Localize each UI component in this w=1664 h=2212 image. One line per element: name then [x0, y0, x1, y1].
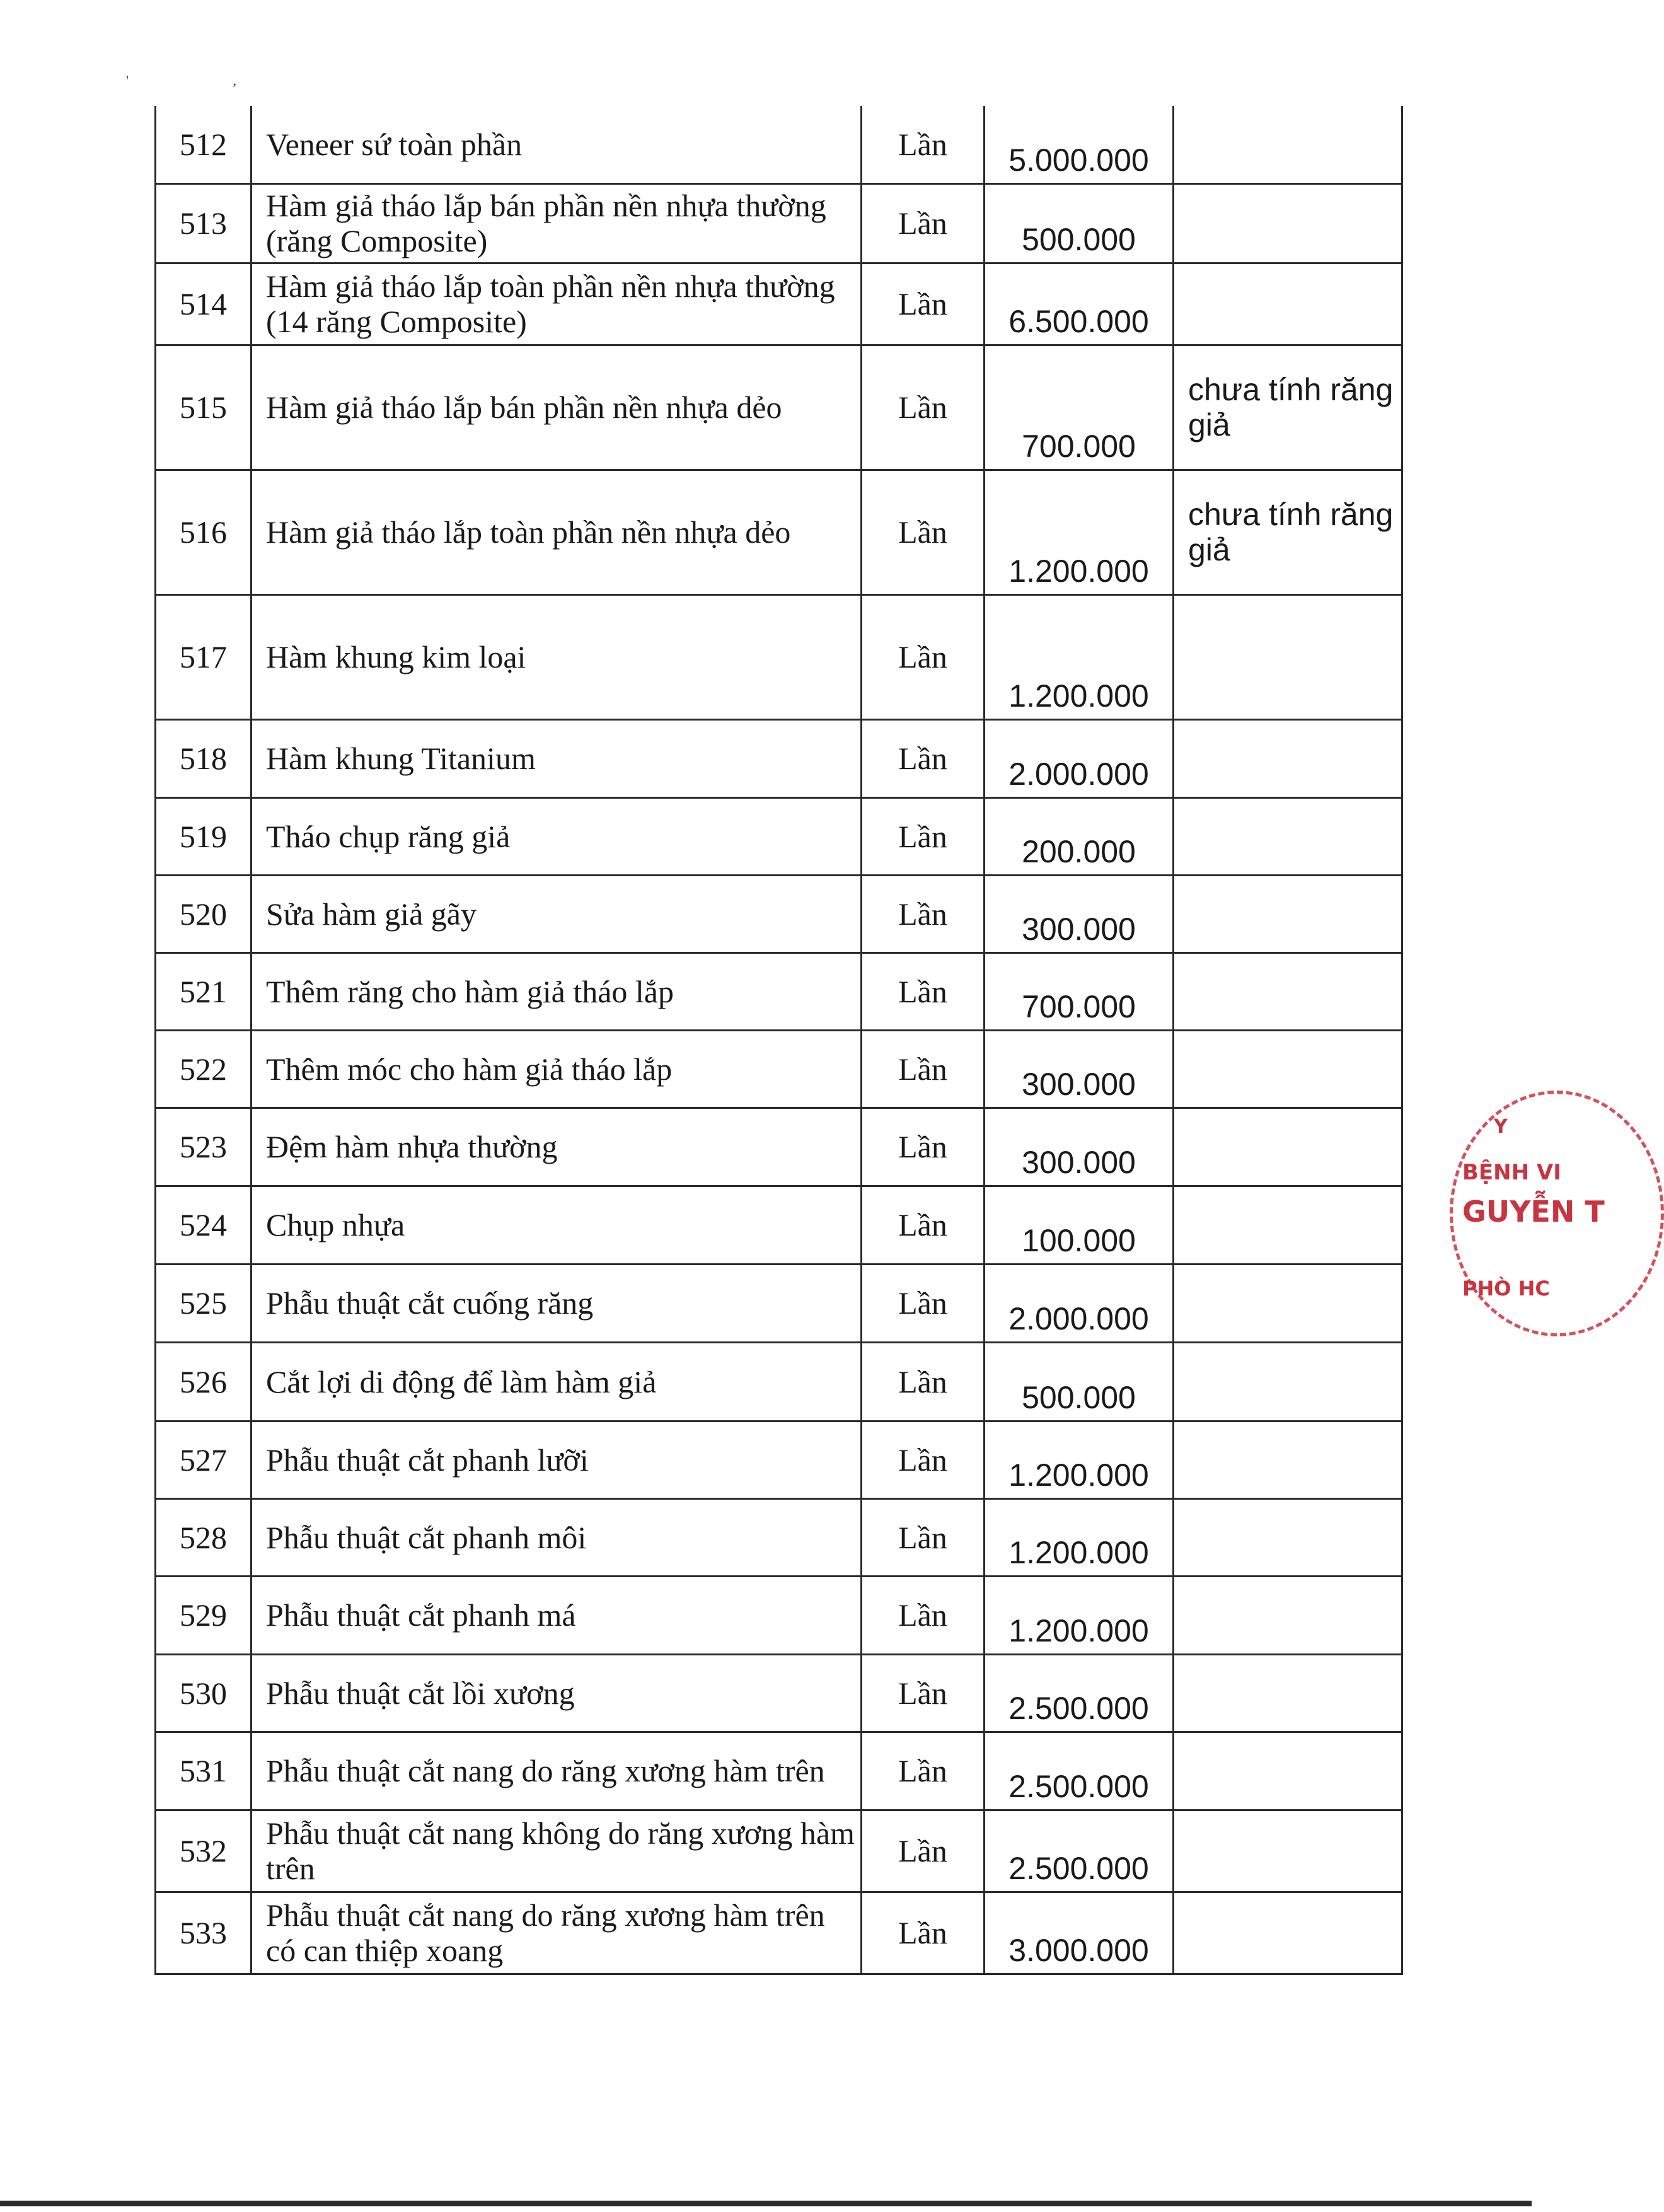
row-number: 526 [156, 1342, 251, 1421]
row-number: 532 [156, 1810, 251, 1892]
note-cell [1174, 1421, 1402, 1498]
table-row [156, 1576, 1402, 1654]
note-cell [1174, 1654, 1402, 1732]
row-number: 522 [156, 1030, 251, 1108]
unit-cell: Lần [862, 1342, 985, 1421]
row-number: 518 [156, 719, 251, 797]
row-number: 517 [156, 594, 251, 719]
note-cell [1174, 183, 1402, 263]
price-cell: 300.000 [985, 1030, 1174, 1108]
service-name: Hàm giả tháo lắp bán phần nền nhựa thường (răng Composite) [251, 183, 862, 263]
service-name: Phẫu thuật cắt nang không do răng xương hàm trên [251, 1810, 862, 1892]
service-name: Phẫu thuật cắt phanh má [251, 1576, 862, 1654]
note-cell [1174, 263, 1402, 345]
note-cell [1174, 1342, 1402, 1421]
table-row [156, 1654, 1402, 1732]
price-cell: 700.000 [985, 345, 1174, 470]
note-cell: chưa tính răng giả [1174, 345, 1402, 470]
unit-cell: Lần [862, 1108, 985, 1186]
price-cell: 200.000 [985, 797, 1174, 875]
note-cell [1174, 1264, 1402, 1342]
price-cell: 2.500.000 [985, 1732, 1174, 1810]
price-cell: 6.500.000 [985, 263, 1174, 345]
unit-cell: Lần [862, 797, 985, 875]
row-number: 515 [156, 345, 251, 470]
unit-cell: Lần [862, 1576, 985, 1654]
note-cell [1174, 594, 1402, 719]
table-row [156, 470, 1402, 594]
hospital-seal [1450, 1091, 1605, 1343]
table-row [156, 953, 1402, 1030]
note-cell [1174, 953, 1402, 1030]
price-cell: 2.000.000 [985, 719, 1174, 797]
unit-cell: Lần [862, 953, 985, 1030]
seal-text-3: GUYỄN T [1462, 1195, 1605, 1229]
row-number: 528 [156, 1498, 251, 1576]
table-row [156, 1892, 1402, 1974]
table-row [156, 1732, 1402, 1810]
price-cell: 1.200.000 [985, 1421, 1174, 1498]
service-name: Hàm khung Titanium [251, 719, 862, 797]
table-row [156, 1421, 1402, 1498]
price-cell: 2.000.000 [985, 1264, 1174, 1342]
service-name: Phẫu thuật cắt nang do răng xương hàm trên [251, 1732, 862, 1810]
unit-cell: Lần [862, 875, 985, 953]
row-number: 523 [156, 1108, 251, 1186]
price-cell: 1.200.000 [985, 594, 1174, 719]
service-name: Thêm móc cho hàm giả tháo lắp [251, 1030, 862, 1108]
note-cell [1174, 797, 1402, 875]
note-cell [1174, 719, 1402, 797]
service-name: Veneer sứ toàn phần [251, 106, 862, 183]
seal-text-2: BỆNH VI [1462, 1160, 1561, 1185]
price-cell: 3.000.000 [985, 1892, 1174, 1974]
unit-cell: Lần [862, 1654, 985, 1732]
note-cell [1174, 1030, 1402, 1108]
service-name: Sửa hàm giả gãy [251, 875, 862, 953]
unit-cell: Lần [862, 106, 985, 183]
bottom-scan-rule [0, 2201, 1532, 2206]
note-cell [1174, 1892, 1402, 1974]
note-cell: chưa tính răng giả [1174, 470, 1402, 594]
price-cell: 2.500.000 [985, 1810, 1174, 1892]
row-number: 525 [156, 1264, 251, 1342]
unit-cell: Lần [862, 1810, 985, 1892]
service-name: Chụp nhựa [251, 1186, 862, 1264]
unit-cell: Lần [862, 719, 985, 797]
row-number: 516 [156, 470, 251, 594]
price-cell: 5.000.000 [985, 106, 1174, 183]
note-cell [1174, 1498, 1402, 1576]
row-number: 531 [156, 1732, 251, 1810]
price-cell: 2.500.000 [985, 1654, 1174, 1732]
price-cell: 1.200.000 [985, 470, 1174, 594]
table-row [156, 797, 1402, 875]
row-number: 519 [156, 797, 251, 875]
row-number: 533 [156, 1892, 251, 1974]
note-cell [1174, 1108, 1402, 1186]
scan-specks: ' , [126, 72, 287, 88]
seal-text-4: PHÒ HC [1462, 1277, 1550, 1300]
table-row [156, 345, 1402, 470]
note-cell [1174, 1810, 1402, 1892]
table-row [156, 1810, 1402, 1892]
unit-cell: Lần [862, 1498, 985, 1576]
row-number: 513 [156, 183, 251, 263]
table-row [156, 1264, 1402, 1342]
service-name: Thêm răng cho hàm giả tháo lắp [251, 953, 862, 1030]
unit-cell: Lần [862, 1421, 985, 1498]
price-cell: 500.000 [985, 1342, 1174, 1421]
note-cell [1174, 106, 1402, 183]
service-name: Hàm khung kim loại [251, 594, 862, 719]
table-row [156, 594, 1402, 719]
unit-cell: Lần [862, 263, 985, 345]
service-name: Phẫu thuật cắt lồi xương [251, 1654, 862, 1732]
table-row [156, 875, 1402, 953]
table-row [156, 719, 1402, 797]
unit-cell: Lần [862, 1892, 985, 1974]
price-cell: 1.200.000 [985, 1498, 1174, 1576]
price-cell: 300.000 [985, 875, 1174, 953]
table-row [156, 263, 1402, 345]
unit-cell: Lần [862, 1186, 985, 1264]
service-name: Cắt lợi di động để làm hàm giả [251, 1342, 862, 1421]
service-name: Phẫu thuật cắt phanh môi [251, 1498, 862, 1576]
service-name: Phẫu thuật cắt nang do răng xương hàm trên có can thiệp xoang [251, 1892, 862, 1974]
unit-cell: Lần [862, 1732, 985, 1810]
service-name: Tháo chụp răng giả [251, 797, 862, 875]
table-row [156, 1108, 1402, 1186]
note-cell [1174, 1186, 1402, 1264]
table-row [156, 1186, 1402, 1264]
price-cell: 700.000 [985, 953, 1174, 1030]
unit-cell: Lần [862, 1030, 985, 1108]
row-number: 514 [156, 263, 251, 345]
service-name: Phẫu thuật cắt phanh lưỡi [251, 1421, 862, 1498]
row-number: 521 [156, 953, 251, 1030]
unit-cell: Lần [862, 470, 985, 594]
row-number: 512 [156, 106, 251, 183]
row-number: 529 [156, 1576, 251, 1654]
price-cell: 100.000 [985, 1186, 1174, 1264]
service-name: Hàm giả tháo lắp toàn phần nền nhựa thường (14 răng Composite) [251, 263, 862, 345]
unit-cell: Lần [862, 594, 985, 719]
table-row [156, 1030, 1402, 1108]
service-name: Đệm hàm nhựa thường [251, 1108, 862, 1186]
seal-text-1: Y [1494, 1116, 1508, 1138]
price-table [154, 106, 1403, 1975]
table-row [156, 1342, 1402, 1421]
service-name: Hàm giả tháo lắp bán phần nền nhựa dẻo [251, 345, 862, 470]
price-cell: 1.200.000 [985, 1576, 1174, 1654]
table-row [156, 183, 1402, 263]
price-cell: 300.000 [985, 1108, 1174, 1186]
row-number: 520 [156, 875, 251, 953]
note-cell [1174, 875, 1402, 953]
table-row [156, 1498, 1402, 1576]
note-cell [1174, 1576, 1402, 1654]
note-cell [1174, 1732, 1402, 1810]
row-number: 530 [156, 1654, 251, 1732]
unit-cell: Lần [862, 1264, 985, 1342]
row-number: 524 [156, 1186, 251, 1264]
service-name: Phẫu thuật cắt cuống răng [251, 1264, 862, 1342]
service-name: Hàm giả tháo lắp toàn phần nền nhựa dẻo [251, 470, 862, 594]
price-cell: 500.000 [985, 183, 1174, 263]
unit-cell: Lần [862, 345, 985, 470]
unit-cell: Lần [862, 183, 985, 263]
row-number: 527 [156, 1421, 251, 1498]
table-row [156, 106, 1402, 183]
